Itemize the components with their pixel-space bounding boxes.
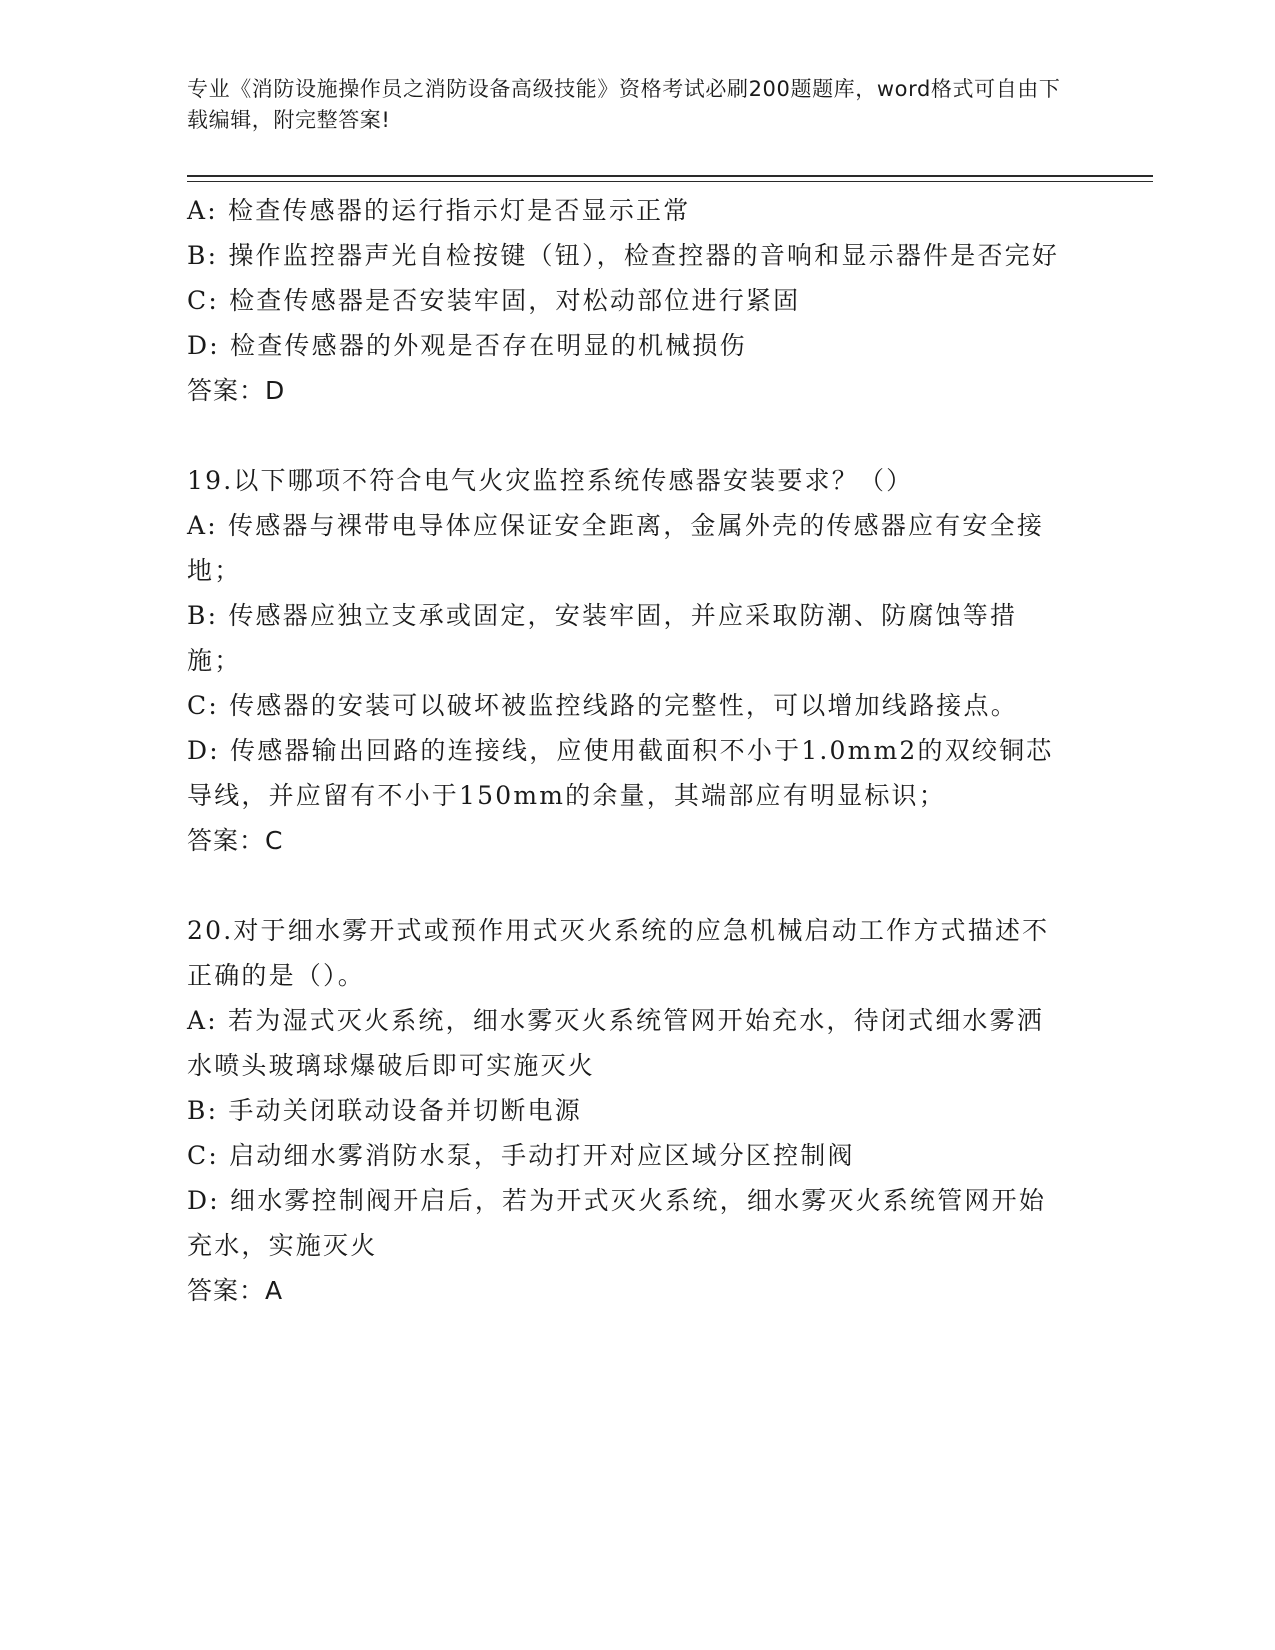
option-a: A: 若为湿式灭火系统，细水雾灭火系统管网开始充水，待闭式细水雾洒水喷头玻璃球爆破后即可实施灭火 <box>187 1006 1045 1080</box>
spacer <box>187 413 1067 458</box>
answer: 答案：C <box>187 826 284 855</box>
answer: 答案：A <box>187 1276 284 1305</box>
document-body <box>187 188 1067 1313</box>
spacer <box>187 863 1067 908</box>
option-c: C: 检查传感器是否安装牢固，对松动部位进行紧固 <box>187 286 801 315</box>
header-rule-thin <box>187 181 1153 182</box>
question-19 <box>187 458 1067 863</box>
option-d: D: 检查传感器的外观是否存在明显的机械损伤 <box>187 331 747 360</box>
question-stem: 19.以下哪项不符合电气火灾监控系统传感器安装要求？（） <box>187 466 914 495</box>
page-header: 专业《消防设施操作员之消防设备高级技能》资格考试必刷200题题库，word格式可自由下载编辑，附完整答案! <box>187 77 1061 132</box>
option-b: B: 手动关闭联动设备并切断电源 <box>187 1096 582 1125</box>
option-d: D: 细水雾控制阀开启后，若为开式灭火系统，细水雾灭火系统管网开始充水，实施灭火 <box>187 1186 1047 1260</box>
header-rule-thick <box>187 175 1153 177</box>
option-c: C: 启动细水雾消防水泵，手动打开对应区域分区控制阀 <box>187 1141 855 1170</box>
option-b: B: 操作监控器声光自检按键（钮），检查控器的音响和显示器件是否完好 <box>187 241 1060 270</box>
option-b: B: 传感器应独立支承或固定，安装牢固，并应采取防潮、防腐蚀等措施； <box>187 601 1018 675</box>
question-18 <box>187 188 1067 413</box>
option-a: A: 检查传感器的运行指示灯是否显示正常 <box>187 196 691 225</box>
answer: 答案：D <box>187 376 286 405</box>
option-d: D: 传感器输出回路的连接线，应使用截面积不小于1.0mm2的双绞铜芯导线，并应留有不小于150mm的余量，其端部应有明显标识； <box>187 736 1054 810</box>
question-stem: 20.对于细水雾开式或预作用式灭火系统的应急机械启动工作方式描述不正确的是（）。 <box>187 916 1050 990</box>
option-a: A: 传感器与裸带电导体应保证安全距离，金属外壳的传感器应有安全接地； <box>187 511 1045 585</box>
option-c: C: 传感器的安装可以破坏被监控线路的完整性，可以增加线路接点。 <box>187 691 1018 720</box>
question-20 <box>187 908 1067 1313</box>
